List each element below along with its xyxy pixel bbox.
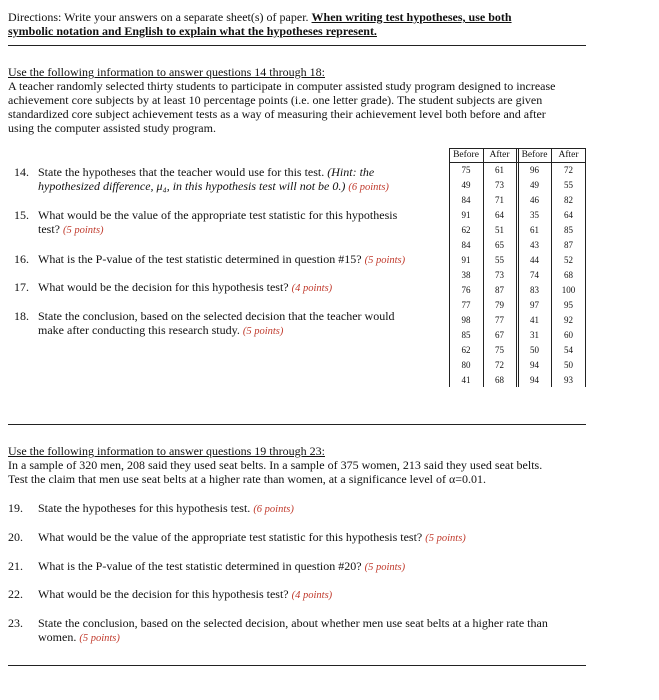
- question-text: What would be the value of the appropriate test statistic for this hypothesis test?: [38, 530, 423, 544]
- table-cell: 61: [530, 225, 539, 235]
- table-header-cell: Before: [453, 150, 479, 160]
- question-14-line-2: [38, 179, 389, 195]
- table-cell: 84: [461, 240, 471, 250]
- table-grid-line: [449, 148, 586, 149]
- table-cell: 93: [564, 375, 573, 385]
- divider-bottom: [8, 665, 586, 666]
- table-cell: 87: [564, 240, 573, 250]
- table-cell: 91: [461, 210, 471, 220]
- question-15-line-1: What would be the value of the appropriate test statistic for this hypothesis: [38, 208, 398, 222]
- table-cell: 44: [530, 255, 539, 265]
- table-cell: 61: [495, 165, 504, 175]
- table-cell: 46: [530, 195, 539, 205]
- table-cell: 41: [530, 315, 539, 325]
- table-grid-line: [516, 148, 517, 387]
- divider-middle: [8, 424, 586, 425]
- section2-body-2: Test the claim that men use seat belts at a higher rate than women, at a significance level of α=0.01.: [8, 472, 487, 486]
- points-label: (5 points): [79, 633, 120, 644]
- question-18-line-2: [38, 323, 283, 339]
- question-number: 15.: [14, 208, 29, 222]
- table-cell: 92: [564, 315, 573, 325]
- question-number: 20.: [8, 530, 23, 544]
- table-cell: 35: [530, 210, 539, 220]
- table-cell: 94: [530, 375, 539, 385]
- question-text: women.: [38, 630, 77, 644]
- question-20: [38, 530, 466, 546]
- section1-body-3: standardized core subject achievement tests as a way of measuring their achievement level both before and after: [8, 107, 546, 121]
- table-cell: 67: [495, 330, 504, 340]
- table-cell: 64: [564, 210, 573, 220]
- table-header-cell: Before: [521, 150, 548, 160]
- table-cell: 79: [495, 300, 504, 310]
- table-cell: 75: [495, 345, 504, 355]
- table-cell: 91: [461, 255, 471, 265]
- question-19: [38, 501, 294, 517]
- question-number: 19.: [8, 501, 23, 515]
- table-grid-line: [449, 162, 586, 163]
- directions-line-1: [8, 10, 512, 24]
- points-label: (5 points): [364, 562, 406, 573]
- question-number: 18.: [14, 309, 29, 323]
- section1-heading: Use the following information to answer questions 14 through 18:: [8, 65, 325, 79]
- table-cell: 49: [461, 180, 471, 190]
- table-cell: 52: [564, 255, 573, 265]
- table-header-cell: After: [558, 150, 579, 160]
- question-14-line-1: [38, 165, 374, 179]
- table-cell: 31: [530, 330, 539, 340]
- question-text: test?: [38, 222, 60, 236]
- table-cell: 83: [530, 285, 539, 295]
- table-header-cell: After: [489, 150, 510, 160]
- table-cell: 55: [564, 180, 573, 190]
- table-cell: 77: [461, 300, 471, 310]
- question-number: 23.: [8, 616, 23, 630]
- question-text: What would be the decision for this hypothesis test?: [38, 280, 289, 294]
- table-cell: 50: [564, 360, 573, 370]
- table-cell: 49: [530, 180, 539, 190]
- table-cell: 50: [530, 345, 539, 355]
- question-14-hint: (Hint: the: [327, 165, 375, 179]
- table-cell: 54: [564, 345, 573, 355]
- before-after-table: [449, 148, 586, 387]
- question-number: 17.: [14, 280, 29, 294]
- table-cell: 96: [530, 165, 539, 175]
- question-21: [38, 559, 405, 575]
- points-label: (5 points): [364, 255, 406, 266]
- question-23-line-1: State the conclusion, based on the selected decision, about whether men use seat belts at a higher rate than: [38, 616, 548, 630]
- table-cell: 68: [495, 375, 504, 385]
- question-text: What is the P-value of the test statistic determined in question #15?: [38, 252, 362, 266]
- table-cell: 73: [495, 270, 504, 280]
- table-cell: 60: [564, 330, 573, 340]
- question-number: 22.: [8, 587, 23, 601]
- table-cell: 72: [564, 165, 573, 175]
- question-text: What is the P-value of the test statistic determined in question #20?: [38, 559, 362, 573]
- table-cell: 68: [564, 270, 573, 280]
- table-cell: 41: [461, 375, 471, 385]
- question-number: 14.: [14, 165, 29, 179]
- section1-body-2: achievement core subjects by at least 10 percentage points (i.e. one letter grade). The student subjects are given: [8, 93, 543, 107]
- points-label: (5 points): [63, 225, 104, 236]
- question-text: State the hypotheses that the teacher would use for this test.: [38, 165, 325, 179]
- table-cell: 76: [461, 285, 471, 295]
- question-number: 21.: [8, 559, 23, 573]
- table-cell: 100: [561, 285, 576, 295]
- table-cell: 64: [495, 210, 504, 220]
- question-text: hypothesized difference, μ₄, in this hypothesis test will not be 0.): [38, 179, 346, 193]
- directions-lead: Directions: Write your answers on a separate sheet(s) of paper.: [8, 10, 312, 24]
- table-cell: 73: [495, 180, 504, 190]
- table-cell: 65: [495, 240, 504, 250]
- table-cell: 72: [495, 360, 504, 370]
- section2-body-1: In a sample of 320 men, 208 said they used seat belts. In a sample of 375 women, 213 said they used seat belts.: [8, 458, 543, 472]
- table-cell: 95: [564, 300, 573, 310]
- question-number: 16.: [14, 252, 29, 266]
- table-cell: 77: [495, 315, 504, 325]
- table-cell: 94: [530, 360, 539, 370]
- section1-body-1: A teacher randomly selected thirty students to participate in computer assisted study program designed to increase: [8, 79, 556, 93]
- table-cell: 82: [564, 195, 573, 205]
- table-cell: 51: [495, 225, 504, 235]
- table-cell: 43: [530, 240, 539, 250]
- table-cell: 97: [530, 300, 539, 310]
- directions-bold-2: symbolic notation and English to explain what the hypotheses represent.: [8, 24, 377, 38]
- points-label: (6 points): [253, 504, 294, 515]
- table-cell: 62: [461, 345, 471, 355]
- section1-body-4: using the computer assisted study program.: [8, 121, 216, 135]
- table-cell: 87: [495, 285, 504, 295]
- points-label: (4 points): [291, 283, 333, 294]
- table-cell: 71: [495, 195, 504, 205]
- points-label: (5 points): [425, 533, 466, 544]
- points-label: (6 points): [348, 182, 389, 193]
- section2-heading: Use the following information to answer questions 19 through 23:: [8, 444, 325, 458]
- question-text: What would be the decision for this hypothesis test?: [38, 587, 289, 601]
- question-16-line-1: [38, 252, 405, 268]
- question-23-line-2: [38, 630, 120, 646]
- table-cell: 85: [564, 225, 573, 235]
- table-cell: 85: [461, 330, 471, 340]
- table-cell: 38: [461, 270, 471, 280]
- table-cell: 75: [461, 165, 471, 175]
- points-label: (5 points): [242, 326, 284, 337]
- table-cell: 98: [461, 315, 471, 325]
- table-cell: 80: [461, 360, 471, 370]
- divider-top: [8, 45, 586, 46]
- question-18-line-1: State the conclusion, based on the selected decision that the teacher would: [38, 309, 395, 323]
- question-text: State the hypotheses for this hypothesis test.: [38, 501, 251, 515]
- table-cell: 62: [461, 225, 471, 235]
- points-label: (4 points): [291, 590, 333, 601]
- table-cell: 84: [461, 195, 471, 205]
- question-22: [38, 587, 332, 603]
- question-15-line-2: [38, 222, 104, 238]
- directions-bold-1: When writing test hypotheses, use both: [311, 10, 512, 24]
- question-text: make after conducting this research study.: [38, 323, 240, 337]
- table-cell: 55: [495, 255, 504, 265]
- question-17-line-1: [38, 280, 332, 296]
- table-cell: 74: [530, 270, 539, 280]
